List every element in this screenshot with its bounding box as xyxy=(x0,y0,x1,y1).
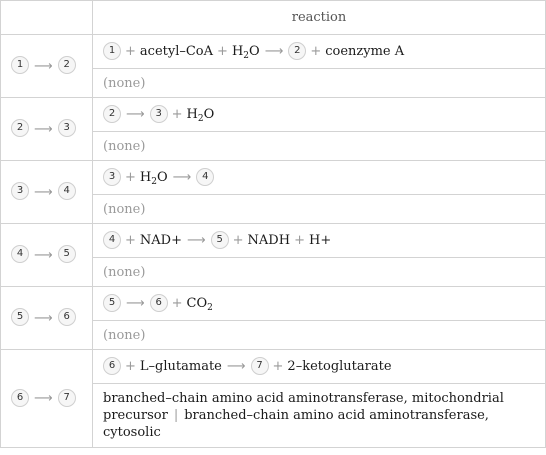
chemical-formula xyxy=(140,170,168,185)
enzyme-name: (none) xyxy=(103,138,146,154)
enzyme-cell xyxy=(93,69,546,98)
arrow-icon: ⟶ xyxy=(34,247,53,263)
table-row xyxy=(1,350,546,384)
arrow-icon: ⟶ xyxy=(34,391,53,406)
formula-part: CO xyxy=(186,296,208,311)
reaction-equation xyxy=(93,35,546,69)
chemical-formula xyxy=(187,107,215,122)
compound-badge: 7 xyxy=(251,357,269,375)
reaction-equation xyxy=(93,287,546,321)
plus-sign: + xyxy=(232,233,244,248)
header-step xyxy=(1,1,93,35)
formula-part: O xyxy=(203,107,215,122)
table-row xyxy=(1,287,546,321)
compound-badge: 4 xyxy=(196,168,214,186)
enzyme-name: (none) xyxy=(103,264,146,280)
formula-subscript: 2 xyxy=(243,51,250,61)
header-reaction: reaction xyxy=(93,1,546,35)
plus-sign: + xyxy=(125,44,136,59)
arrow-icon: ⟶ xyxy=(126,296,145,311)
enzyme-separator: | xyxy=(173,408,179,423)
enzyme-cell xyxy=(93,258,546,287)
enzyme-name: (none) xyxy=(103,201,146,217)
arrow-icon: ⟶ xyxy=(34,184,53,200)
plus-sign: + xyxy=(171,107,183,122)
step-from-badge: 3 xyxy=(11,182,29,200)
compound-name: coenzyme A xyxy=(325,44,405,59)
step-cell xyxy=(1,350,93,448)
step-cell xyxy=(1,161,93,224)
step-cell xyxy=(1,224,93,287)
compound-name: NADH xyxy=(247,233,291,248)
compound-badge: 5 xyxy=(211,231,229,249)
enzyme-name: (none) xyxy=(103,75,146,91)
enzyme-name: branched–chain amino acid aminotransferase, cytosolic xyxy=(103,408,489,440)
compound-badge: 2 xyxy=(288,42,306,60)
arrow-icon: ⟶ xyxy=(34,310,53,326)
compound-name: NAD+ xyxy=(139,233,182,248)
plus-sign: + xyxy=(217,44,228,59)
plus-sign: + xyxy=(125,359,136,374)
compound-name: 2–ketoglutarate xyxy=(287,359,392,374)
chemical-formula xyxy=(232,44,260,59)
plus-sign: + xyxy=(310,44,322,59)
step-cell xyxy=(1,287,93,350)
step-cell xyxy=(1,98,93,161)
compound-badge: 6 xyxy=(150,294,168,312)
enzyme-cell xyxy=(93,384,546,448)
formula-part: H xyxy=(186,107,198,122)
enzyme-cell xyxy=(93,321,546,350)
step-to-badge: 3 xyxy=(58,119,76,137)
reaction-equation xyxy=(93,98,546,132)
enzyme-cell xyxy=(93,195,546,224)
table-row xyxy=(1,98,546,132)
plus-sign: + xyxy=(125,233,136,248)
table-row xyxy=(1,224,546,258)
plus-sign: + xyxy=(171,296,183,311)
arrow-icon: ⟶ xyxy=(34,121,53,137)
compound-name: acetyl–CoA xyxy=(139,44,214,59)
enzyme-cell xyxy=(93,132,546,161)
compound-badge: 3 xyxy=(103,168,121,186)
table-body xyxy=(1,35,546,448)
arrow-icon: ⟶ xyxy=(264,44,284,59)
step-to-badge: 7 xyxy=(58,389,76,407)
plus-sign: + xyxy=(294,233,305,248)
reaction-equation xyxy=(93,350,546,384)
reaction-equation xyxy=(93,224,546,258)
step-to-badge: 2 xyxy=(58,56,76,74)
step-cell xyxy=(1,35,93,98)
formula-subscript: 2 xyxy=(151,177,157,187)
compound-badge: 2 xyxy=(103,105,121,123)
arrow-icon: ⟶ xyxy=(172,170,192,185)
compound-badge: 4 xyxy=(103,231,121,249)
compound-badge: 6 xyxy=(103,357,121,375)
enzyme-name: branched–chain amino acid aminotransferase, mitochondrial precursor xyxy=(103,391,504,423)
step-from-badge: 5 xyxy=(11,308,29,326)
formula-subscript: 2 xyxy=(207,303,213,313)
formula-part: H xyxy=(231,44,244,59)
compound-badge: 3 xyxy=(150,105,168,123)
compound-badge: 1 xyxy=(103,42,121,60)
step-from-badge: 2 xyxy=(11,119,29,137)
step-from-badge: 4 xyxy=(11,245,29,263)
arrow-icon: ⟶ xyxy=(126,107,145,122)
step-from-badge: 6 xyxy=(11,389,29,407)
formula-part: O xyxy=(156,170,168,185)
formula-part: H xyxy=(139,170,152,185)
formula-part: O xyxy=(249,44,260,59)
formula-subscript: 2 xyxy=(197,114,204,124)
header-row xyxy=(1,1,546,35)
step-to-badge: 6 xyxy=(58,308,76,326)
step-to-badge: 4 xyxy=(58,182,76,200)
reaction-equation xyxy=(93,161,546,195)
arrow-icon: ⟶ xyxy=(187,233,206,248)
compound-name: H+ xyxy=(308,233,332,248)
arrow-icon: ⟶ xyxy=(34,58,53,74)
plus-sign: + xyxy=(272,359,284,374)
table-row xyxy=(1,35,546,69)
enzyme-name: (none) xyxy=(103,327,146,343)
step-from-badge: 1 xyxy=(11,56,29,74)
compound-name: L–glutamate xyxy=(139,359,222,374)
arrow-icon: ⟶ xyxy=(226,359,246,374)
step-to-badge: 5 xyxy=(58,245,76,263)
table-row xyxy=(1,161,546,195)
compound-badge: 5 xyxy=(103,294,121,312)
plus-sign: + xyxy=(125,170,136,185)
chemical-formula xyxy=(187,296,213,311)
